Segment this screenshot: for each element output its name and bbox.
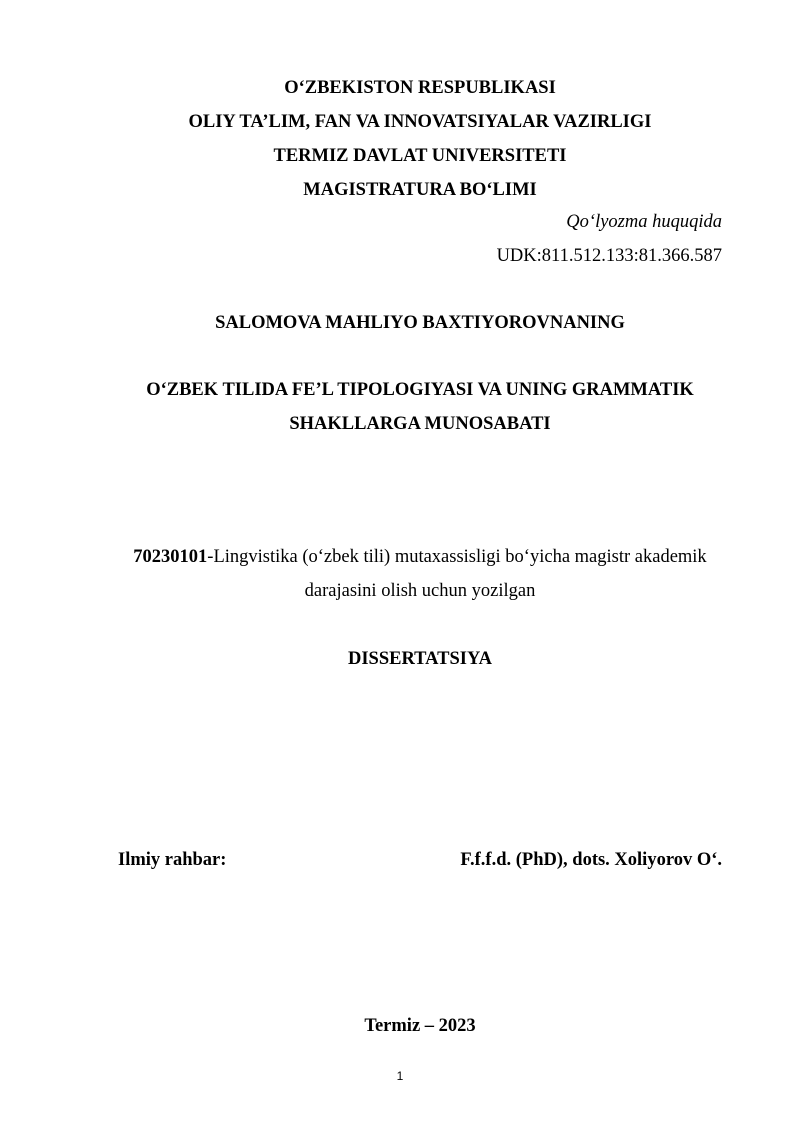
place-year: Termiz – 2023 (364, 1016, 476, 1036)
specialty-line2: darajasini olish uchun yozilgan (304, 581, 536, 601)
author-name: SALOMOVA MAHLIYO BAXTIYOROVNANING (215, 313, 625, 333)
specialty-line1 (118, 546, 722, 568)
header-country: O‘ZBEKISTON RESPUBLIKASI (284, 78, 556, 98)
page-number: 1 (396, 1069, 404, 1083)
header-ministry: OLIY TA’LIM, FAN VA INNOVATSIYALAR VAZIRLIGI (188, 112, 652, 132)
specialty-code: 70230101 (133, 547, 208, 567)
supervisor-label: Ilmiy rahbar: (118, 850, 227, 870)
udk-code: UDK:811.512.133:81.366.587 (496, 246, 722, 266)
thesis-title-line2: SHAKLLARGA MUNOSABATI (289, 414, 551, 434)
supervisor-row (118, 849, 722, 871)
header-university: TERMIZ DAVLAT UNIVERSITETI (273, 146, 567, 166)
manuscript-note: Qo‘lyozma huquqida (566, 212, 722, 232)
thesis-title-line1: O‘ZBEK TILIDA FE’L TIPOLOGIYASI VA UNING GRAMMATIK (146, 380, 694, 400)
specialty-text: -Lingvistika (o‘zbek tili) mutaxassisligi bo‘yicha magistr akademik (207, 547, 707, 567)
document-type: DISSERTATSIYA (348, 649, 492, 669)
supervisor-name: F.f.f.d. (PhD), dots. Xoliyorov O‘. (460, 850, 722, 870)
header-department: MAGISTRATURA BO‘LIMI (303, 180, 537, 200)
